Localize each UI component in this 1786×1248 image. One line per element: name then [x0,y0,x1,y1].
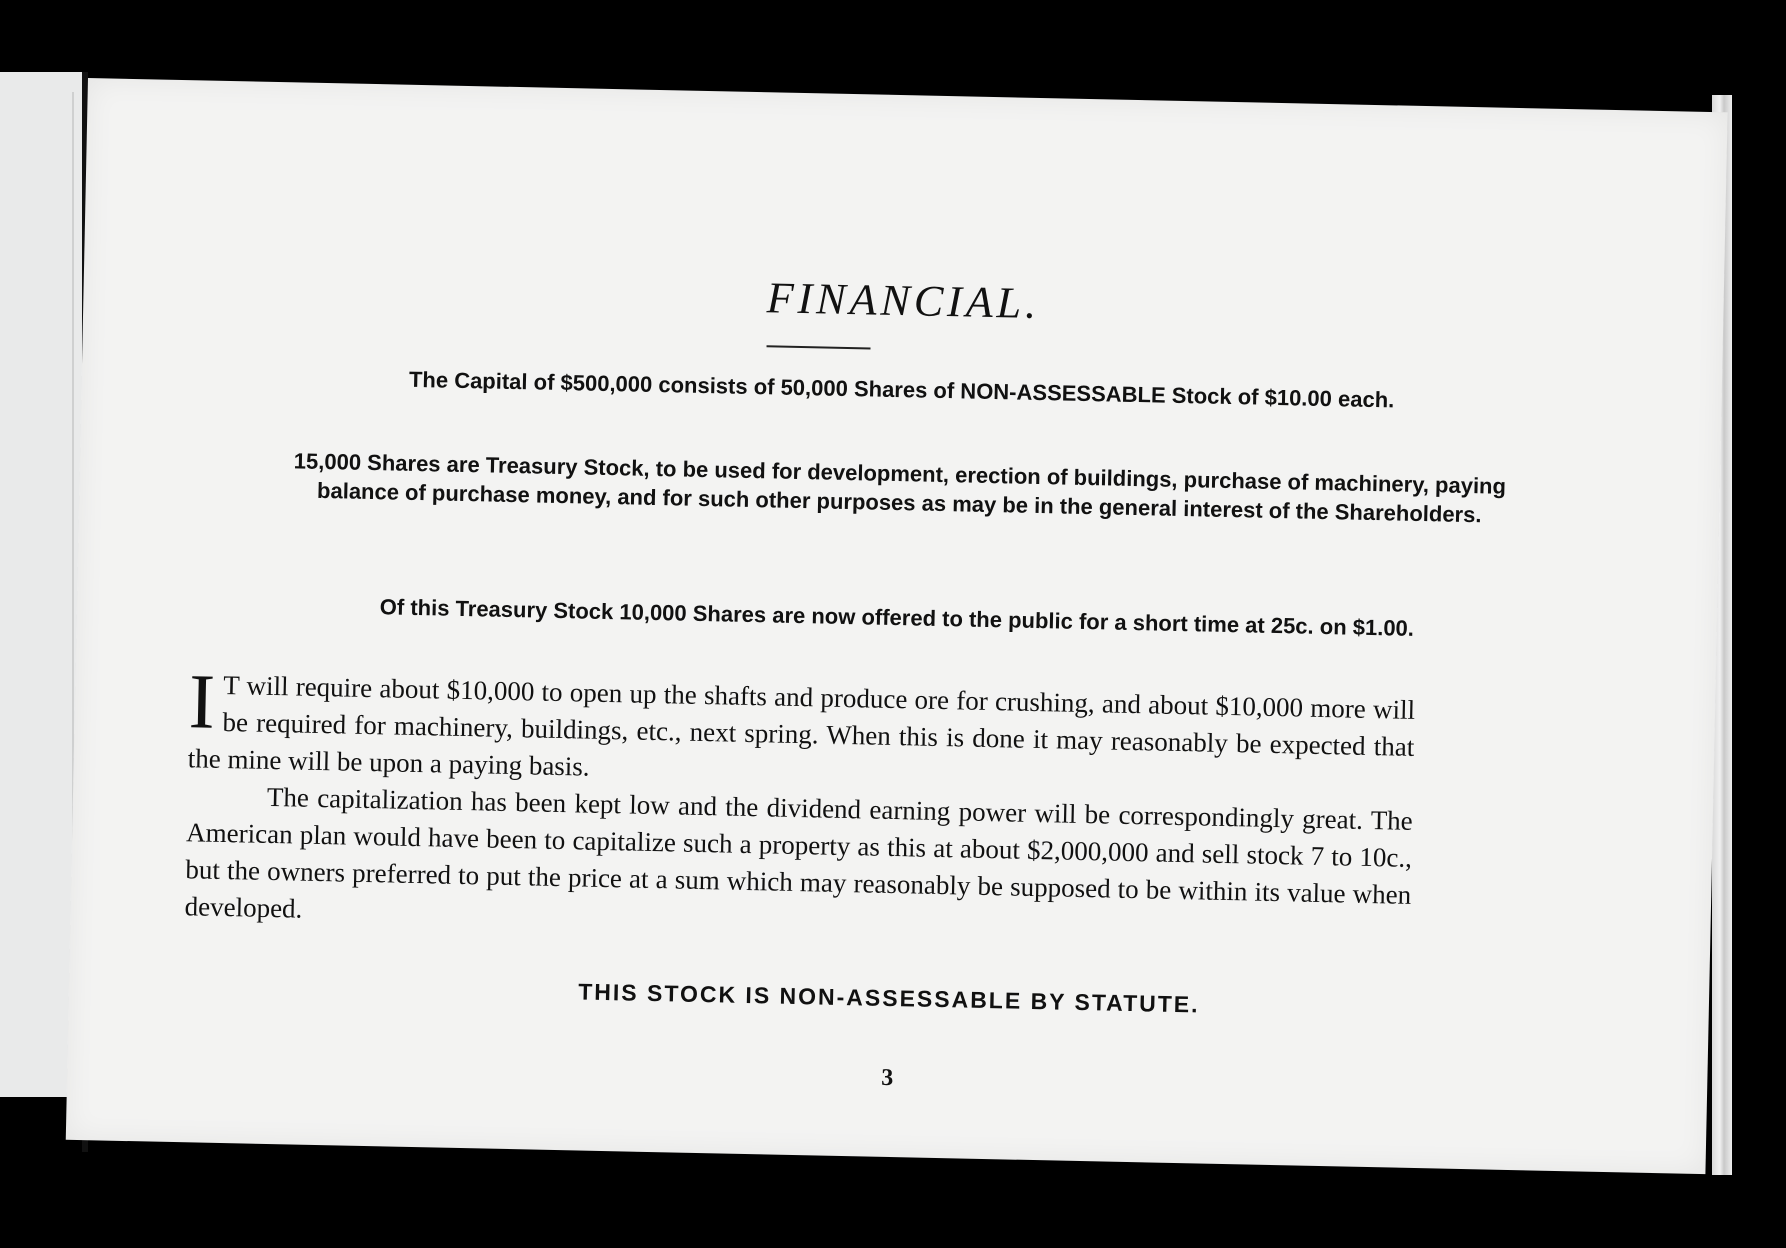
body-paragraph-1: T will require about $10,000 to open up the shafts and produce ore for crushing, and about $10,000 more will be required for machinery, buildings, etc., next spring. When this is done it may reasonably be expected that the mine will be upon a paying basis. [187,669,1416,782]
offer-paragraph: Of this Treasury Stock 10,000 Shares are now offered to the public for a short time at 25c. on $1.00. [379,594,1415,641]
page-content [66,78,1728,1174]
closing-statement: THIS STOCK IS NON-ASSESSABLE BY STATUTE. [577,978,1200,1018]
document-page [66,78,1728,1174]
capital-paragraph: The Capital of $500,000 consists of 50,000 Shares of NON-ASSESSABLE Stock of $10.00 each. [408,366,1395,413]
left-page-edge [0,92,74,1092]
page-number: 3 [880,1064,894,1092]
body-text [184,657,1416,951]
title-rule [767,345,871,349]
treasury-paragraph: 15,000 Shares are Treasury Stock, to be used for development, erection of buildings, purchase of machinery, paying balance of purchase money, and for such other purposes as may be in the general interest of the Shareholders. [293,448,1507,528]
page-title: FINANCIAL. [766,273,1041,328]
drop-cap: I [188,657,216,745]
body-paragraph-2: The capitalization has been kept low and the dividend earning power will be correspondingly great. The American plan would have been to capitalize such a property as this at about $2,000,000 and sell stock 7 to 10c., but the owners preferred to put the price at a sum which may reasonably be supposed to be within its value when developed. [184,781,1414,924]
